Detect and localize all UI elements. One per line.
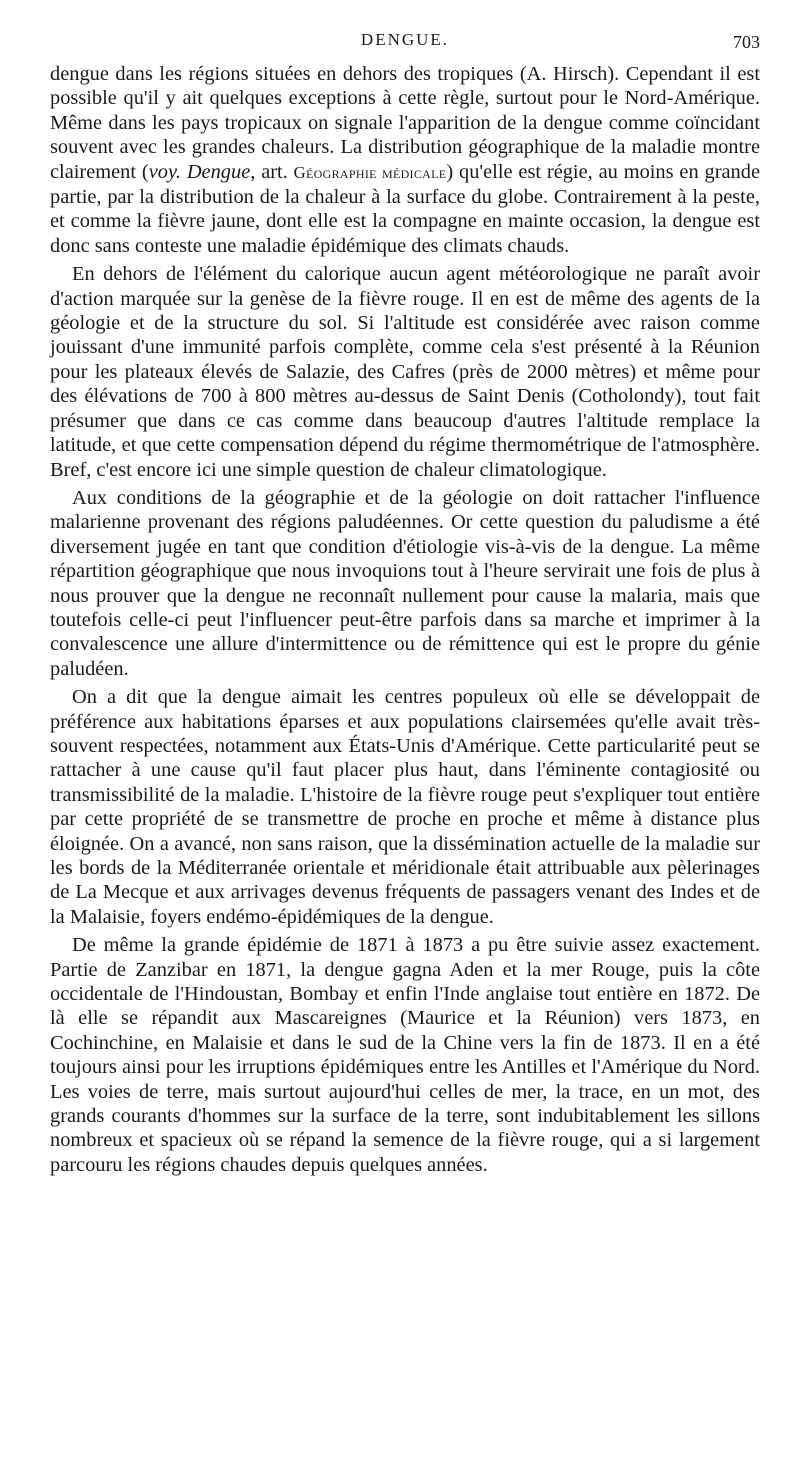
paragraph-1: [50, 62, 760, 258]
paragraph-3: Aux conditions de la géographie et de la géologie on doit rattacher l'influence malarienne provenant des régions paludéennes. Or cette question du paludisme a été diversement jugée en tant que condition d'étiologie vis-à-vis de la dengue. La même répartition géographique que nous invoquions tout à l'heure servirait une fois de plus à nous prouver que la dengue ne reconnaît nullement pour cause la malaria, mais que toutefois celle-ci peut l'influencer peut-être parfois dans sa marche et imprimer à la convalescence une allure d'intermittence ou de rémittence qui est le propre du génie paludéen.: [50, 486, 760, 680]
page-number: 703: [733, 32, 760, 52]
cross-reference-small-caps: Géographie médicale: [293, 162, 447, 182]
paragraph-5: De même la grande épidémie de 1871 à 1873 a pu être suivie assez exactement. Partie de Zanzibar en 1871, la dengue gagna Aden et la mer Rouge, puis la côte occidentale de l'Hindoustan, Bombay et enfin l'Inde anglaise tout entière en 1872. De là elle se répandit aux Mascareignes (Maurice et la Réunion) vers 1873, en Cochinchine, en Malaisie et dans le sud de la Chine vers la fin de 1873. Il en a été toujours ainsi pour les irruptions épidémiques entre les Antilles et l'Amérique du Nord. Les voies de terre, mais surtout aujourd'hui celles de mer, la trace, en un mot, des grands courants d'hommes sur la surface de la terre, sont indubitablement les sillons nombreux et spacieux où se répand la semence de la fièvre rouge, qui a si largement parcouru les régions chaudes depuis quelques années.: [50, 934, 760, 1176]
cross-reference-italic: voy. Dengue: [148, 160, 251, 183]
running-title: DENGUE.: [360, 30, 450, 49]
paragraph-1-text-c: ) qu'elle est régie, au moins en grande partie, par la distribution de la chaleur à la surface du globe. Contrairement à la peste, et comme la fièvre jaune, dont elle est la compagne en mainte occasion, la dengue est donc sans conteste une maladie épidémique des climats chauds.: [50, 160, 761, 257]
paragraph-2: En dehors de l'élément du calorique aucun agent météorologique ne paraît avoir d'action marquée sur la genèse de la fièvre rouge. Il en est de même des agents de la géologie et de la structure du sol. Si l'altitude est considérée avec raison comme jouissant d'une immunité parfois complète, comme cela s'est présenté à la Réunion pour les plateaux élevés de Salazie, des Cafres (près de 2000 mètres) et même pour des élévations de 700 à 800 mètres au-dessus de Saint Denis (Cotholondy), tout fait présumer que dans ce cas comme dans beaucoup d'autres l'altitude remplace la latitude, et que cette compensation dépend du régime thermométrique de l'atmosphère. Bref, c'est encore ici une simple question de chaleur climatologique.: [50, 263, 760, 481]
paragraph-4: On a dit que la dengue aimait les centres populeux où elle se développait de préférence aux habitations éparses et aux populations clairsemées qu'elle avait très-souvent respectées, notamment aux États-Unis d'Amérique. Cette particularité peut se rattacher à une cause qu'il faut placer plus haut, dans l'éminente contagiosité ou transmissibilité de la maladie. L'histoire de la fièvre rouge peut s'expliquer tout entière par cette propriété de se transmettre de proche en proche et même à distance plus éloignée. On a avancé, non sans raison, que la dissémination actuelle de la maladie sur les bords de la Méditerranée orientale et méridionale était attribuable aux pèlerinages de La Mecque et aux arrivages devenus fréquents de passagers venant des Indes et de la Malaisie, foyers endémo-épidémiques de la dengue.: [50, 686, 760, 928]
paragraph-1-text: dengue dans les régions situées en dehors des tropiques (A. Hirsch). Cependant il est possible qu'il y ait quelques exceptions à cette règle, surtout pour le Nord-Amérique. Même dans les pays tropicaux on signale l'apparition de la dengue comme coïncidant souvent avec les grandes chaleurs. La distribution géographique de la maladie montre clairement (: [50, 63, 760, 183]
running-head: [50, 30, 760, 56]
paragraph-1-text-b: , art.: [250, 160, 294, 183]
body-text: [50, 62, 760, 1181]
